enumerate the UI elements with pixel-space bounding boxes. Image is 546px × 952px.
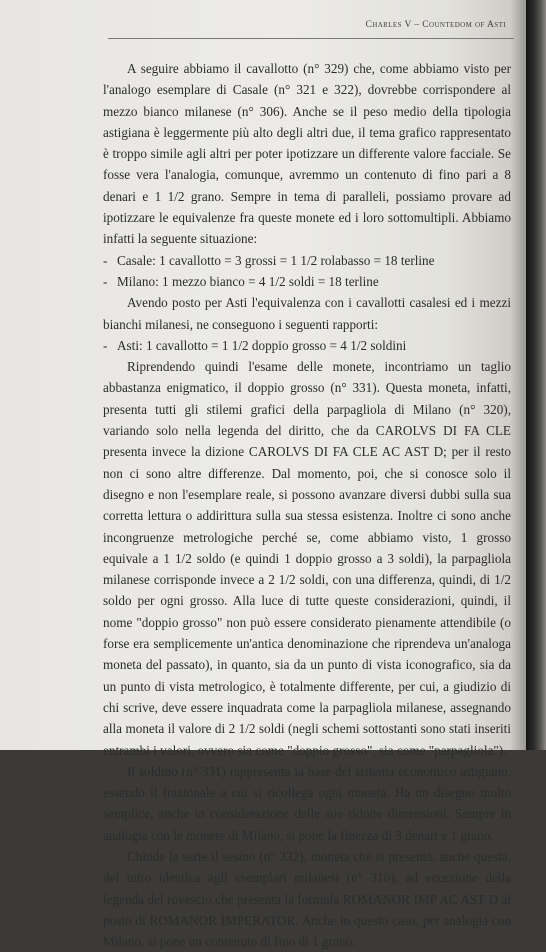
list-item-asti: - Asti: 1 cavallotto = 1 1/2 doppio grosso = 4 1/2 soldini: [103, 335, 511, 356]
list-item-casale: - Casale: 1 cavallotto = 3 grossi = 1 1/2 rolabasso = 18 terline: [103, 250, 511, 271]
page-body: [103, 58, 511, 952]
header-rule: [108, 38, 514, 39]
paragraph-doppio-grosso: Riprendendo quindi l'esame delle monete, incontriamo un taglio abbastanza enigmatico, il doppio grosso (n° 331). Questa moneta, infatti, presenta tutti gli stilemi grafici della parpagliola di Milano (n° 320), variando solo nella legenda del diritto, che da CAROLVS DI FA CLE presenta invece la dizione CAROLVS DI FA CLE AC AST D; per il resto non ci sono altre differenze. Dal momento, poi, che si conosce solo il disegno e non l'esemplare reale, si possono avanzare diversi dubbi sulla sua corretta lettura o addirittura sulla sua stessa esistenza. Inoltre ci sono anche incongruenze metrologiche perché se, come abbiamo visto, 1 grosso equivale a 1 1/2 soldo (e quindi 1 doppio grosso a 3 soldi), la parpagliola milanese corrisponde invece a 2 1/2 soldi, con una differenza, quindi, di 1/2 soldo per ogni grosso. Alla luce di tutte queste considerazioni, quindi, il nome "doppio grosso" non può essere considerato pienamente attendibile (o forse era semplicemente un'antica denominazione che riprendeva un'analoga moneta del passato), in quanto, sia da un punto di vista iconografico, sia da un punto di vista metrologico, è totalmente differente, per cui, a giudizio di chi scrive, deve essere inquadrata come la parpagliola milanese, assegnando alla moneta il valore di 2 1/2 soldi (negli schemi sottostanti sono stati inseriti entrambi i valori, ovvero sia come "doppio grosso", sia come "parpagliola").: [103, 359, 511, 758]
page-edge-shadow: [526, 0, 546, 750]
asti-ratio-list: [103, 335, 511, 356]
equivalence-list: [103, 250, 511, 293]
paragraph-asti-equivalence: Avendo posto per Asti l'equivalenza con i cavallotti casalesi ed i mezzi bianchi milanesi, ne conseguono i seguenti rapporti:: [103, 295, 511, 332]
paragraph-soldino: Il soldino (n° 331) rappresenta la base del sistema economico astigiano, essendo il frazionale a cui si ricollega ogni moneta. Ha un disegno molto semplice, anche in considerazione delle sue ridotte dimensioni. Sempre in analogia con le monete di Milano, si pone la finezza di 3 denari e 1 grano.: [103, 763, 511, 843]
paragraph-sesino: Chiude la serie il sesino (n° 332), moneta che si presenta, anche questa, del tutto identica agli esemplari milanesi (n° 310), ad eccezione della legenda del rovescio che presenta la formula ROMANOR IMP AC AST D al posto di ROMANOR IMPERATOR. Anche in questo caso, per analogia con Milano, si pone un contenuto di fino di 1 grano.: [103, 848, 511, 950]
list-item-milano: - Milano: 1 mezzo bianco = 4 1/2 soldi = 18 terline: [103, 271, 511, 292]
running-header: Charles V – Countedom of Asti: [365, 20, 506, 30]
paragraph-cavallotto: A seguire abbiamo il cavallotto (n° 329) che, come abbiamo visto per l'analogo esemplare di Casale (n° 321 e 322), dovrebbe corrispondere al mezzo bianco milanese (n° 306). Anche se il peso medio della tipologia astigiana è leggermente più alto degli altri due, il tema grafico rappresentato è troppo simile agli altri per poter ipotizzare un differente valore facciale. Se fosse vera l'analogia, comunque, avremmo un contenuto di fino pari a 8 denari e 1 1/2 grano. Sempre in tema di paralleli, possiamo provare ad ipotizzare le equivalenze fra queste monete ed i loro sottomultipli. Abbiamo infatti la seguente situazione:: [103, 61, 511, 247]
